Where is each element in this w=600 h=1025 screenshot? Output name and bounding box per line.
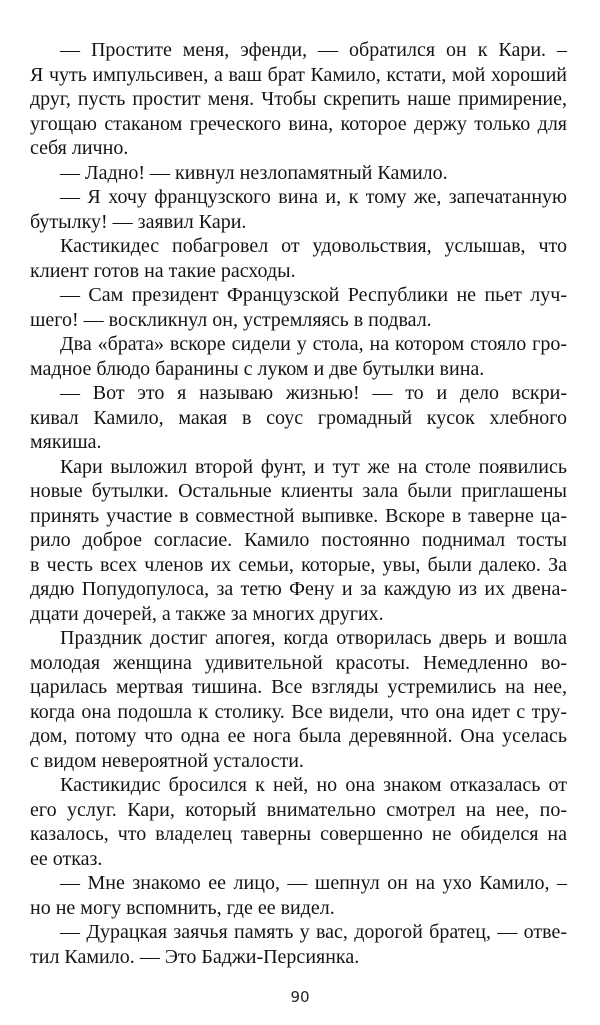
text-line-content: — Ладно! — кивнул незлопамятный Камило. xyxy=(60,161,448,184)
paragraph xyxy=(30,185,567,234)
text-line xyxy=(30,798,567,823)
text-line-content: — Простите меня, эфенди, — обратился он к Кари. – xyxy=(60,39,567,61)
text-line xyxy=(30,161,567,186)
text-line xyxy=(30,308,567,333)
paragraph xyxy=(30,332,567,381)
text-line-content: дом, потому что одна ее нога была деревянной. Она уселась xyxy=(30,725,567,747)
text-line-content: мякиша. xyxy=(30,431,102,453)
text-line-content: клиент готов на такие расходы. xyxy=(30,259,296,282)
text-line-content: Кари выложил второй фунт, и тут же на столе появились xyxy=(60,455,567,478)
text-line-content: кивал Камило, макая в соус громадный кусок хлебного xyxy=(30,406,567,429)
text-line-content: с видом невероятной усталости. xyxy=(30,749,304,772)
text-line-content: — Я хочу французского вина и, к тому же, запечатанную xyxy=(60,186,567,208)
text-line-content: новые бутылки. Остальные клиенты зала были приглашены xyxy=(30,480,567,502)
paragraph xyxy=(30,773,567,871)
text-line-content: — Дурацкая заячья память у вас, дорогой братец, — отве- xyxy=(60,921,567,943)
text-line-content: принять участие в совместной выпивке. Вскоре в таверне ца- xyxy=(30,504,567,527)
text-line xyxy=(30,234,567,259)
text-line-content: — Вот это я называю жизнью! — то и дело вскри- xyxy=(60,382,567,404)
paragraph xyxy=(30,626,567,773)
paragraph xyxy=(30,455,567,627)
text-line-content: молодая женщина удивительной красоты. Немедленно во- xyxy=(30,651,567,674)
text-line xyxy=(30,651,567,676)
text-line-content: Кастикидес побагровел от удовольствия, услышав, что xyxy=(60,235,567,257)
text-line-content: но не могу вспомнить, где ее видел. xyxy=(30,896,335,919)
text-line xyxy=(30,87,567,112)
text-line xyxy=(30,504,567,529)
text-line-content: Кастикидис бросился к ней, но она знаком отказалась от xyxy=(60,774,567,796)
text-line xyxy=(30,724,567,749)
paragraph xyxy=(30,283,567,332)
text-line xyxy=(30,430,567,455)
text-line xyxy=(30,357,567,382)
text-line xyxy=(30,945,567,970)
paragraph xyxy=(30,381,567,455)
text-line xyxy=(30,602,567,627)
paragraph xyxy=(30,234,567,283)
text-line-content: когда она подошла к столику. Все видели, что она идет с тру- xyxy=(30,700,567,723)
text-line xyxy=(30,332,567,357)
text-line xyxy=(30,896,567,921)
text-line xyxy=(30,112,567,137)
text-line-content: Праздник достиг апогея, когда отворилась дверь и вошла xyxy=(60,627,567,649)
text-line xyxy=(30,455,567,480)
text-line xyxy=(30,259,567,284)
text-line xyxy=(30,63,567,88)
text-line xyxy=(30,283,567,308)
text-line xyxy=(30,626,567,651)
text-line-content: — Сам президент Французской Республики не пьет луч- xyxy=(60,284,567,306)
text-line-content: в честь всех членов их семьи, которые, увы, были далеко. За xyxy=(30,553,567,576)
text-line xyxy=(30,700,567,725)
text-line-content: бутылку! — заявил Кари. xyxy=(30,210,247,233)
text-line xyxy=(30,381,567,406)
text-line-content: угощаю стаканом греческого вина, которое держу только для xyxy=(30,112,567,135)
text-line xyxy=(30,528,567,553)
text-line-content: Я чуть импульсивен, а ваш брат Камило, кстати, мой хороший xyxy=(30,63,567,86)
text-line xyxy=(30,871,567,896)
text-line-content: дядю Попудопулоса, за тетю Фену и за каждую из их двена- xyxy=(30,578,567,600)
text-line-content: — Мне знакомо ее лицо, — шепнул он на ухо Камило, – xyxy=(60,872,567,894)
text-line-content: рило доброе согласие. Камило постоянно поднимал тосты xyxy=(30,529,567,551)
text-line-content: ее отказ. xyxy=(30,847,103,870)
paragraph xyxy=(30,871,567,920)
text-line-content: его услуг. Кари, который внимательно смотрел на нее, по- xyxy=(30,798,567,821)
text-line xyxy=(30,773,567,798)
paragraph xyxy=(30,920,567,969)
text-line xyxy=(30,185,567,210)
text-line xyxy=(30,136,567,161)
page-number: 90 xyxy=(290,988,310,1006)
text-line xyxy=(30,553,567,578)
text-line xyxy=(30,406,567,431)
text-line-content: дцати дочерей, а также за многих других. xyxy=(30,602,384,625)
text-line-content: казалось, что владелец таверны совершенно не обиделся на xyxy=(30,823,567,845)
text-line xyxy=(30,210,567,235)
text-line xyxy=(30,577,567,602)
text-line-content: царилась мертвая тишина. Все взгляды устремились на нее, xyxy=(30,676,567,698)
paragraph xyxy=(30,38,567,161)
text-line-content: тил Камило. — Это Баджи-Персиянка. xyxy=(30,945,360,968)
text-line xyxy=(30,675,567,700)
text-line-content: мадное блюдо баранины с луком и две бутылки вина. xyxy=(30,357,485,380)
body-text xyxy=(30,38,567,969)
text-line xyxy=(30,847,567,872)
text-line xyxy=(30,920,567,945)
text-line xyxy=(30,38,567,63)
text-line xyxy=(30,749,567,774)
text-line xyxy=(30,479,567,504)
text-line xyxy=(30,822,567,847)
text-line-content: друг, пусть простит меня. Чтобы скрепить наше примирение, xyxy=(30,88,567,110)
paragraph xyxy=(30,161,567,186)
text-line-content: Два «брата» вскоре сидели у стола, на котором стояло гро- xyxy=(60,333,567,355)
text-line-content: себя лично. xyxy=(30,137,129,159)
text-line-content: шего! — воскликнул он, устремляясь в подвал. xyxy=(30,308,432,331)
